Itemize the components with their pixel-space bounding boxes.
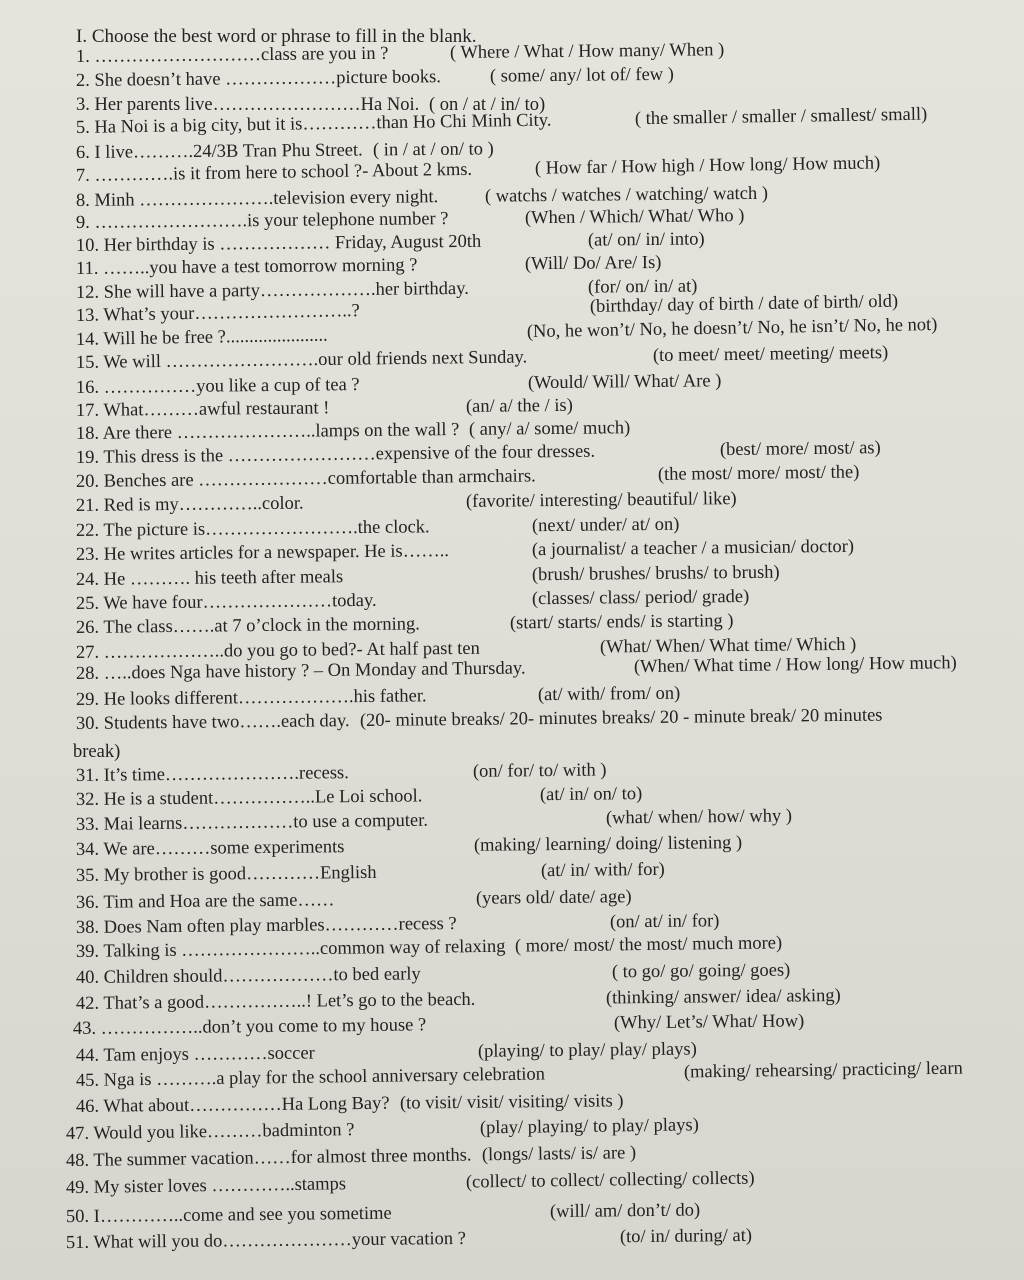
question-text: 43. ……………..don’t you come to my house ?	[72, 1015, 427, 1040]
question-text: 47. Would you like………badminton ?	[65, 1120, 355, 1145]
answer-options: ( Where / What / How many/ When )	[449, 40, 725, 64]
question-text: break)	[73, 742, 121, 762]
answer-options: (playing/ to play/ play/ plays)	[477, 1039, 697, 1062]
question-text: 40. Children should………………to bed early	[75, 964, 421, 988]
question-text: 9. …………………….is your telephone number ?	[75, 209, 449, 233]
answer-options: (at/ in/ on/ to)	[539, 784, 643, 806]
answer-options: (at/ on/ in/ into)	[587, 229, 705, 251]
question-text: 6. I live……….24/3B Tran Phu Street.	[75, 140, 363, 163]
question-text: 29. He looks different……………….his father.	[75, 686, 427, 710]
question-text: 33. Mai learns………………to use a computer.	[75, 810, 429, 835]
answer-options: (next/ under/ at/ on)	[531, 514, 680, 537]
answer-options: (play/ playing/ to play/ plays)	[479, 1115, 699, 1139]
answer-options: (longs/ lasts/ is/ are )	[481, 1143, 637, 1166]
question-text: 3. Her parents live……………………Ha Noi.	[76, 95, 420, 115]
question-text: 20. Benches are …………………comfortable than armchairs.	[75, 466, 536, 492]
answer-options: ( some/ any/ lot of/ few )	[489, 64, 674, 87]
answer-options: (a journalist/ a teacher / a musician/ doctor)	[531, 536, 855, 561]
question-text: 13. What’s your……………………..?	[75, 301, 360, 326]
question-text: 16. ……………you like a cup of tea ?	[75, 375, 360, 398]
question-text: 15. We will …………………….our old friends next Sunday.	[75, 347, 528, 373]
answer-options: (When / Which/ What/ Who )	[524, 206, 745, 229]
question-text: 11. ……..you have a test tomorrow morning ?	[75, 255, 418, 279]
question-text: 26. The class…….at 7 o’clock in the morning.	[75, 614, 420, 638]
question-text: 17. What………awful restaurant !	[75, 398, 330, 421]
question-text: 19. This dress is the ……………………expensive of the four dresses.	[75, 441, 596, 468]
answer-options: (What/ When/ What time/ Which )	[599, 634, 857, 658]
answer-options: (at/ in/ with/ for)	[540, 859, 665, 882]
question-text: 28. …..does Nga have history ? – On Monday and Thursday.	[75, 658, 526, 684]
answer-options: (birthday/ day of birth / date of birth/ old)	[589, 291, 899, 318]
question-text: 51. What will you do…………………your vacation ?	[65, 1228, 466, 1254]
question-text: 49. My sister loves …………..stamps	[65, 1174, 347, 1199]
question-text: 34. We are………some experiments	[75, 837, 345, 860]
question-text: 21. Red is my…………..color.	[75, 493, 304, 516]
question-text: 10. Her birthday is ……………… Friday, August 20th	[75, 231, 482, 256]
question-text: 7. ………….is it from here to school ?- About 2 kms.	[75, 159, 473, 186]
question-text: 50. I…………..come and see you sometime	[65, 1203, 392, 1228]
answer-options: (thinking/ answer/ idea/ asking)	[605, 985, 841, 1009]
question-text: 24. He ………. his teeth after meals	[75, 567, 344, 590]
answer-options: (Will/ Do/ Are/ Is)	[524, 252, 662, 275]
question-text: 32. He is a student……………..Le Loi school.	[75, 786, 423, 810]
answer-options: (to/ in/ during/ at)	[619, 1225, 753, 1248]
answer-options: ( more/ most/ the most/ much more)	[514, 933, 783, 957]
question-text: 2. She doesn’t have ………………picture books.	[75, 67, 442, 91]
question-text: 36. Tim and Hoa are the same……	[75, 890, 335, 913]
question-text: 31. It’s time………………….recess.	[75, 763, 349, 786]
answer-options: (what/ when/ how/ why )	[605, 806, 793, 829]
answer-options: ( How far / How high / How long/ How much)	[534, 153, 881, 179]
answer-options: ( in / at / on/ to )	[372, 139, 494, 161]
answer-options: (start/ starts/ ends/ is starting )	[509, 611, 734, 634]
answer-options: ( on / at / in/ to)	[429, 95, 546, 115]
answer-options: (favorite/ interesting/ beautiful/ like)	[465, 489, 737, 512]
worksheet-title: I. Choose the best word or phrase to fill in the blank.	[76, 26, 477, 47]
question-text: 35. My brother is good…………English	[75, 862, 377, 886]
answer-options: (years old/ date/ age)	[475, 887, 632, 909]
answer-options: (an/ a/ the / is)	[465, 395, 573, 417]
question-text: 48. The summer vacation……for almost three months.	[65, 1145, 472, 1172]
question-text: 44. Tam enjoys …………soccer	[75, 1043, 315, 1066]
question-text: 45. Nga is ……….a play for the school anniversary celebration	[75, 1064, 546, 1091]
answer-options: (the most/ more/ most/ the)	[657, 462, 860, 485]
question-text: 30. Students have two…….each day.	[75, 711, 350, 734]
answer-options: ( to go/ go/ going/ goes)	[611, 960, 791, 983]
answer-options: (classes/ class/ period/ grade)	[531, 586, 750, 610]
answer-options: (best/ more/ most/ as)	[719, 438, 881, 461]
question-text: 39. Talking is …………………..common way of relaxing	[75, 936, 506, 962]
answer-options: (collect/ to collect/ collecting/ collects)	[465, 1168, 755, 1193]
answer-options: (Would/ Will/ What/ Are )	[527, 371, 722, 394]
answer-options: (Why/ Let’s/ What/ How)	[613, 1011, 805, 1034]
answer-options: ( watchs / watches / watching/ watch )	[484, 183, 769, 207]
answer-options: (will/ am/ don’t/ do)	[549, 1200, 701, 1223]
answer-options: (on/ at/ in/ for)	[609, 911, 720, 933]
answer-options: ( any/ a/ some/ much)	[468, 418, 631, 440]
answer-options: (brush/ brushes/ brushs/ to brush)	[531, 562, 780, 586]
answer-options: (20- minute breaks/ 20- minutes breaks/ 20 - minute break/ 20 minutes	[359, 705, 883, 732]
question-text: 12. She will have a party……………….her birthday.	[75, 278, 469, 303]
answer-options: (at/ with/ from/ on)	[537, 683, 681, 706]
answer-options: (making/ rehearsing/ practicing/ learn	[683, 1058, 963, 1083]
question-text: 14. Will he be free ?......................	[75, 325, 328, 350]
question-text: 18. Are there …………………..lamps on the wall ?	[75, 419, 460, 444]
question-text: 38. Does Nam often play marbles…………recess ?	[75, 914, 457, 938]
question-text: 5. Ha Noi is a big city, but it is…………than Ho Chi Minh City.	[75, 110, 552, 138]
answer-options: (When/ What time / How long/ How much)	[633, 653, 957, 678]
answer-options: (on/ for/ to/ with )	[472, 760, 607, 782]
question-text: 42. That’s a good……………..! Let’s go to the beach.	[75, 989, 476, 1014]
question-text: 46. What about……………Ha Long Bay?	[75, 1093, 390, 1117]
answer-options: (to visit/ visit/ visiting/ visits )	[399, 1091, 624, 1114]
answer-options: (making/ learning/ doing/ listening )	[473, 833, 743, 856]
answer-options: ( the smaller / smaller / smallest/ small)	[634, 104, 928, 130]
answer-options: (No, he won’t/ No, he doesn’t/ No, he isn’t/ No, he not)	[526, 314, 938, 343]
question-text: 23. He writes articles for a newspaper. He is……..	[75, 541, 450, 565]
answer-options: (for/ on/ in/ at)	[587, 276, 698, 298]
question-text: 27. ………………..do you go to bed?- At half past ten	[75, 638, 480, 663]
question-text: 8. Minh ………………….television every night.	[75, 187, 439, 211]
answer-options: (to meet/ meet/ meeting/ meets)	[652, 343, 889, 366]
question-text: 25. We have four…………………today.	[75, 590, 377, 614]
question-text: 22. The picture is…………………….the clock.	[75, 517, 430, 541]
question-text: 1. ………………………class are you in ?	[75, 43, 389, 67]
